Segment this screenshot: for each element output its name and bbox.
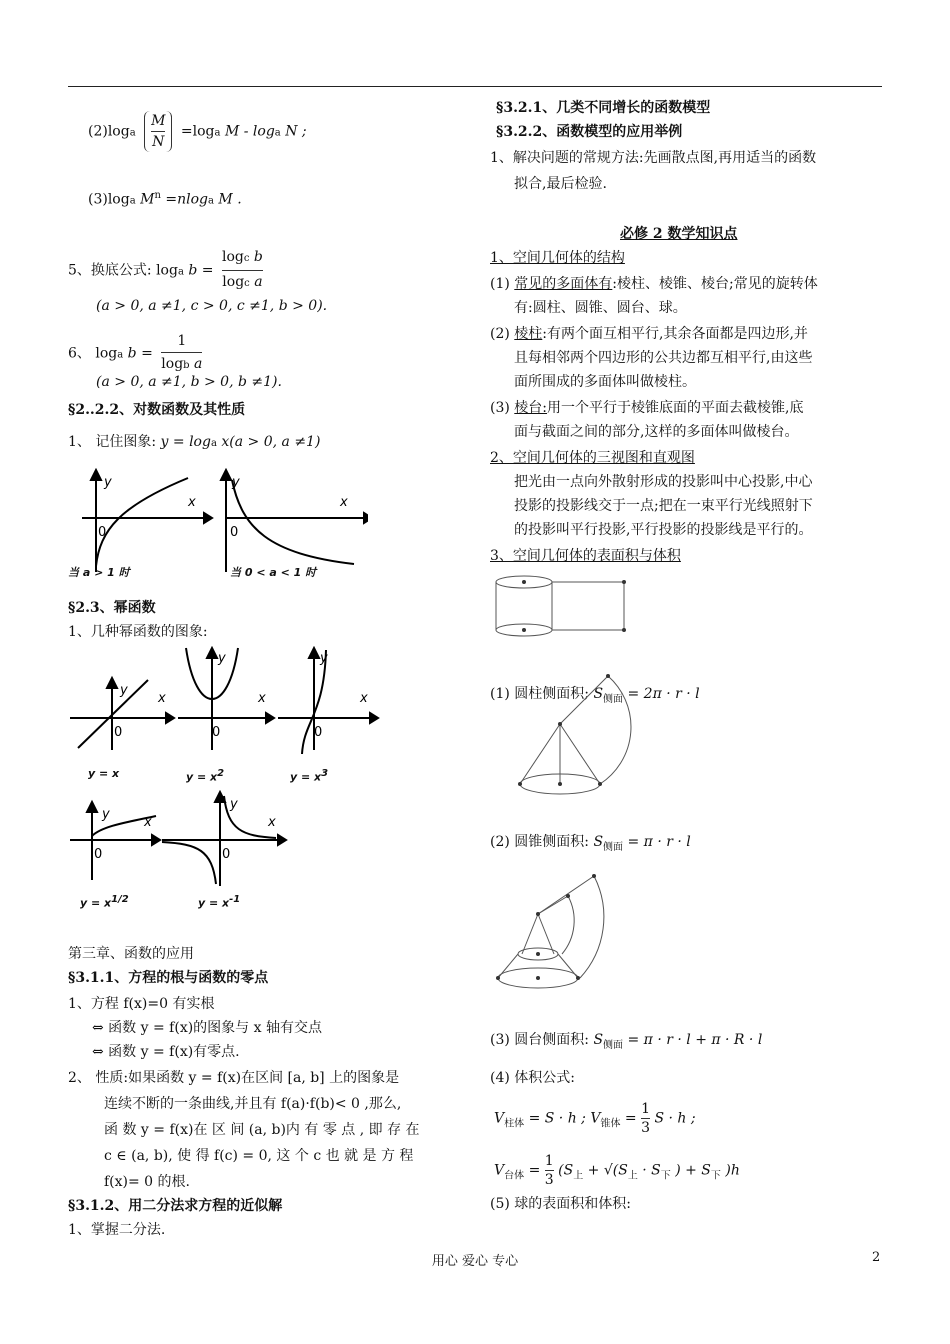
svg-text:y: y: [232, 475, 240, 490]
text-line: 的投影叫平行投影,平行投影的投影线是平行的。: [514, 522, 813, 538]
text-line: 拟合,最后检验.: [514, 176, 607, 192]
text-line: 2、 性质:如果函数 y = f(x)在区间 [a, b] 上的图象是: [68, 1070, 400, 1086]
text-line: (2) 棱柱:有两个面互相平行,其余各面都是四边形,并: [490, 326, 808, 342]
subsection-area-volume: 3、空间几何体的表面积与体积: [490, 548, 681, 564]
svg-text:0: 0: [212, 725, 221, 740]
chapter-three-title: 第三章、函数的应用: [68, 946, 194, 962]
subsection-views: 2、空间几何体的三视图和直观图: [490, 450, 695, 466]
svg-text:x: x: [258, 691, 266, 706]
formula-change-of-base: 5、换底公式: loga b = $\frac{\text{logc b}}{\text{logc a}}$: [68, 246, 263, 295]
svg-text:y: y: [102, 807, 110, 822]
header-rule: [68, 86, 882, 87]
power-caption-x2: $y = x^2$: [186, 768, 225, 784]
svg-text:y: y: [218, 651, 226, 666]
subsection-structure: 1、空间几何体的结构: [490, 250, 625, 266]
svg-text:y: y: [230, 797, 238, 812]
formula-cylinder-area: (1) 圆柱侧面积; $S_{侧面} = 2\pi \cdot r \cdot l$: [490, 686, 700, 705]
text-line: 1、方程 f(x)=0 有实根: [68, 996, 215, 1012]
power-caption-sqrt: $y = x^{1/2}$: [80, 894, 129, 910]
formula-cone-area: (2) 圆锥侧面积: $S_{侧面} = \pi \cdot r \cdot l$: [490, 834, 691, 853]
svg-text:0: 0: [114, 725, 123, 740]
text-line: 面所围成的多面体叫做棱柱。: [514, 374, 696, 390]
change-of-base-conditions: (a > 0, a ≠1, c > 0, c ≠1, b > 0).: [96, 298, 328, 314]
cylinder-unfold-diagram: [492, 572, 632, 640]
formula-log-power: (3)loga $M^n =nloga$ M .: [88, 190, 242, 208]
svg-text:0: 0: [98, 525, 107, 540]
reciprocal-conditions: (a > 0, a ≠1, b > 0, b ≠1).: [96, 374, 282, 390]
log-graph-caption-1: 当 a > 1 时: [68, 566, 130, 579]
cone-unfold-diagram: [516, 668, 646, 808]
text-line: 连续不断的一条曲线,并且有 f(a)·f(b)< 0 ,那么,: [104, 1096, 402, 1112]
power-graphs-row2: [68, 790, 288, 890]
text-line: f(x)= 0 的根.: [104, 1174, 190, 1190]
svg-text:0: 0: [230, 525, 239, 540]
text-line: 投影的投影线交于一点;把在一束平行光线照射下: [514, 498, 813, 514]
page-number: 2: [872, 1250, 881, 1265]
text-line: 1、掌握二分法.: [68, 1222, 166, 1238]
svg-text:x: x: [268, 815, 276, 830]
svg-text:x: x: [144, 815, 152, 830]
svg-text:y: y: [320, 651, 328, 666]
page-footer: 用心 爱心 专心: [431, 1254, 519, 1269]
formula-log-quotient: (2)loga $\frac{M}{N}$ =loga M - loga N ;: [88, 113, 307, 150]
section-model-examples: §3.2.2、函数模型的应用举例: [496, 124, 683, 140]
section-roots-zeros: §3.1.1、方程的根与函数的零点: [68, 970, 269, 986]
text-line: ⇔ 函数 y = f(x)的图象与 x 轴有交点: [92, 1020, 322, 1036]
text-line: 函 数 y = f(x)在 区 间 (a, b)内 有 零 点 , 即 存 在: [104, 1122, 420, 1138]
svg-text:0: 0: [314, 725, 323, 740]
power-graphs-row1: [68, 646, 388, 756]
log-graphs: [78, 468, 368, 578]
volume-formulas-heading: (4) 体积公式:: [490, 1070, 575, 1086]
svg-text:x: x: [340, 495, 348, 510]
power-caption-inverse: $y = x^{-1}$: [198, 894, 241, 910]
log-graph-instruction: 1、 记住图象: y = loga x(a > 0, a ≠1): [68, 434, 321, 450]
section-growth-models: §3.2.1、几类不同增长的函数模型: [496, 100, 711, 116]
svg-text:x: x: [188, 495, 196, 510]
frustum-unfold-diagram: [496, 870, 626, 1012]
svg-text:x: x: [360, 691, 368, 706]
power-caption-x3: $y = x^3$: [290, 768, 329, 784]
power-graph-instruction: 1、几种幂函数的图象:: [68, 624, 208, 640]
text-line: ⇔ 函数 y = f(x)有零点.: [92, 1044, 240, 1060]
formula-reciprocal-log: 6、 loga b = $\frac{1}{\text{logb a}}$: [68, 330, 202, 377]
required-course-2-title: 必修 2 数学知识点: [620, 226, 738, 242]
section-log-function: §2..2.2、对数函数及其性质: [68, 402, 246, 418]
power-caption-x: y = x: [88, 767, 120, 780]
text-line: 且每相邻两个四边形的公共边都互相平行,由这些: [514, 350, 813, 366]
formula-frustum-area: (3) 圆台侧面积: $S_{侧面} = \pi \cdot r \cdot l + \pi \cdot R \cdot l$: [490, 1032, 763, 1051]
text-line: (1) 常见的多面体有:棱柱、棱锥、棱台;常见的旋转体: [490, 276, 818, 292]
formula-prism-pyramid-volume: $V_{柱体} = S \cdot h$ ; $V_{锥体}$ = $\frac{1}{3}$ S · h ;: [494, 1101, 696, 1136]
svg-text:0: 0: [222, 847, 231, 862]
sphere-heading: (5) 球的表面积和体积:: [490, 1196, 631, 1212]
svg-text:0: 0: [94, 847, 103, 862]
text-line: 1、解决问题的常规方法:先画散点图,再用适当的函数: [490, 150, 817, 166]
formula-frustum-volume: $V_{台体}$ = $\frac{1}{3}$ ($S_上 + √(S_上 \cdot S_下$ ) + $S_下$ )h: [494, 1153, 740, 1188]
text-line: 面与截面之间的部分,这样的多面体叫做棱台。: [514, 424, 799, 440]
section-power-function: §2.3、幂函数: [68, 600, 156, 616]
svg-text:x: x: [158, 691, 166, 706]
log-graph-caption-2: 当 0 < a < 1 时: [230, 566, 317, 579]
text-line: c ∈ (a, b), 使 得 f(c) = 0, 这 个 c 也 就 是 方 程: [104, 1148, 414, 1164]
text-line: 有:圆柱、圆锥、圆台、球。: [514, 300, 687, 316]
svg-text:y: y: [104, 475, 112, 490]
section-bisection: §3.1.2、用二分法求方程的近似解: [68, 1198, 283, 1214]
svg-text:y: y: [120, 683, 128, 698]
text-line: (3) 棱台:用一个平行于棱锥底面的平面去截棱锥,底: [490, 400, 804, 416]
text-line: 把光由一点向外散射形成的投影叫中心投影,中心: [514, 474, 813, 490]
